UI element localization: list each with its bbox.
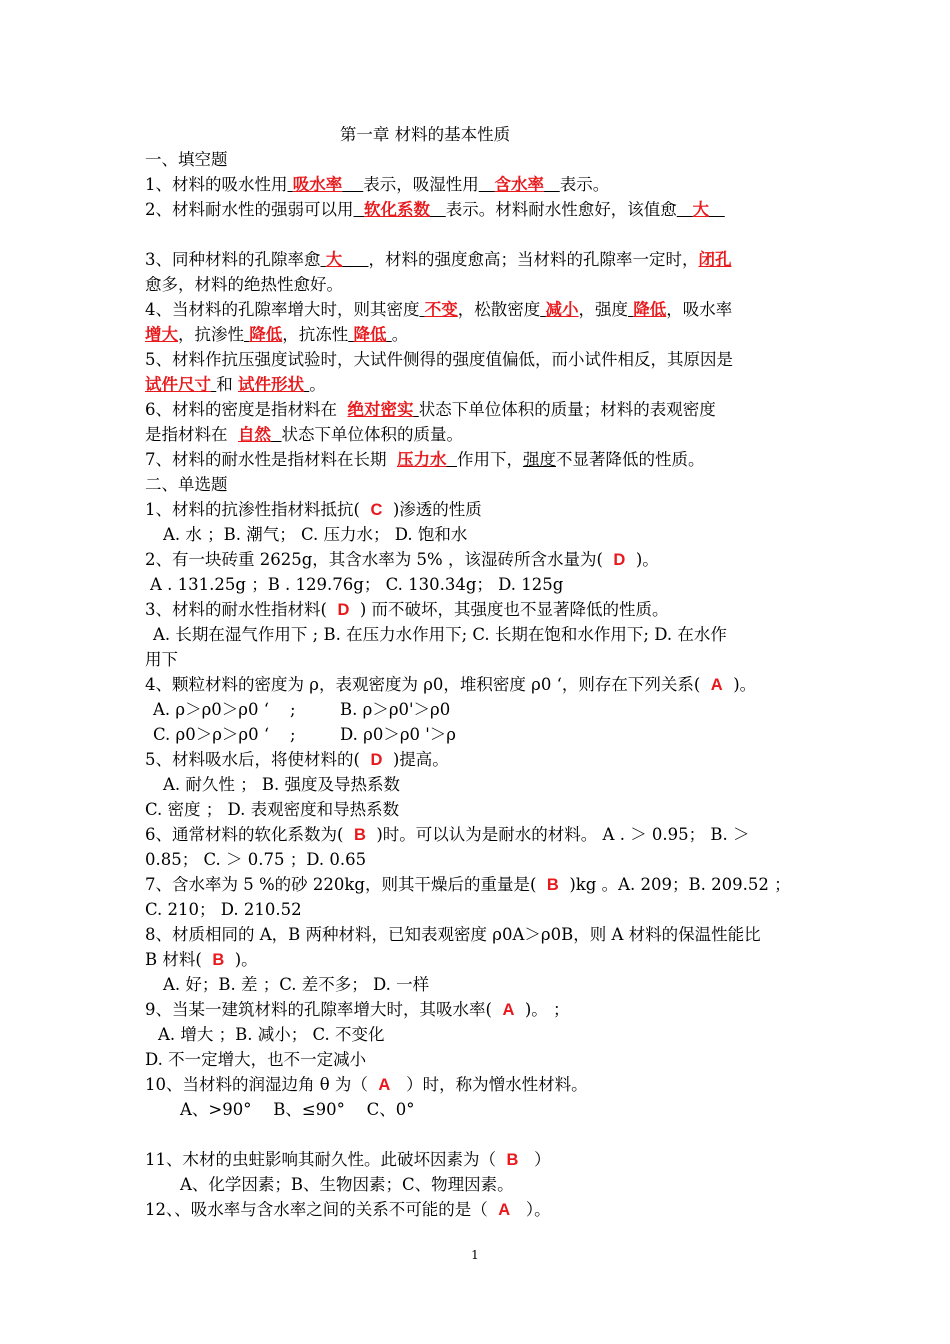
fill-q6-cont bbox=[145, 423, 463, 447]
choice-answer: D bbox=[370, 751, 383, 769]
single-q9 bbox=[145, 998, 570, 1022]
fill-q5: 5、材料作抗压强度试验时，大试件侧得的强度值偏低，而小试件相反，其原因是 bbox=[145, 350, 733, 369]
text: ，吸水率 bbox=[666, 300, 733, 319]
space bbox=[514, 1000, 525, 1019]
blank bbox=[271, 425, 282, 444]
text: 2、有一块砖重 2625g，其含水率为 5% ，该湿砖所含水量为( bbox=[145, 550, 603, 569]
answer: 大 bbox=[692, 200, 709, 219]
space bbox=[510, 1200, 526, 1219]
text: )时。可以认为是耐水的材料。 A . ＞ 0.95； B. ＞ bbox=[376, 825, 750, 844]
single-q6-options-cont: 0.85； C. ＞ 0.75 ；D. 0.65 bbox=[145, 850, 367, 869]
space bbox=[625, 550, 636, 569]
choice-answer: B bbox=[506, 1151, 519, 1169]
single-q9-options-cont: D. 不一定增大，也不一定减小 bbox=[145, 1050, 367, 1069]
single-q8-cont bbox=[145, 948, 258, 972]
choice-answer: A bbox=[378, 1076, 391, 1094]
text: 6、通常材料的软化系数为( bbox=[145, 825, 344, 844]
single-q5-options: A. 耐久性 ； B. 强度及导热系数 bbox=[163, 775, 401, 794]
single-q5-options-cont: C. 密度 ； D. 表观密度和导热系数 bbox=[145, 800, 400, 819]
blank bbox=[447, 450, 458, 469]
answer: 降低 bbox=[249, 325, 283, 344]
fill-q4 bbox=[145, 298, 732, 322]
single-q9-options: A. 增大 ；B. 减小； C. 不变化 bbox=[158, 1025, 385, 1044]
fill-q7 bbox=[145, 448, 705, 472]
space bbox=[488, 1200, 499, 1219]
text: ，松散密度 bbox=[457, 300, 541, 319]
text: 2、材料耐水性的强弱可以用 bbox=[145, 200, 354, 219]
fill-q3-cont: 愈多，材料的绝热性愈好。 bbox=[145, 275, 343, 294]
text: 状态下单位体积的质量。 bbox=[281, 425, 463, 444]
single-q6 bbox=[145, 823, 750, 847]
text: ，抗渗性 bbox=[178, 325, 244, 344]
space bbox=[536, 875, 547, 894]
space bbox=[382, 750, 393, 769]
space bbox=[518, 1150, 534, 1169]
blank bbox=[354, 200, 365, 219]
single-q7-options-cont: C. 210； D. 210.52 bbox=[145, 900, 302, 919]
single-q10 bbox=[145, 1073, 588, 1097]
section-single-heading: 二、单选题 bbox=[145, 475, 228, 494]
answer: 自然 bbox=[238, 425, 271, 444]
space bbox=[349, 600, 360, 619]
single-q4 bbox=[145, 673, 756, 697]
text: 是指材料在 bbox=[145, 425, 228, 444]
space bbox=[327, 600, 338, 619]
blank bbox=[479, 175, 495, 194]
single-q5 bbox=[145, 748, 449, 772]
space bbox=[360, 750, 371, 769]
space bbox=[366, 825, 377, 844]
blank bbox=[709, 200, 725, 219]
text: 7、材料的耐水性是指材料在长期 bbox=[145, 450, 387, 469]
fill-q4-cont bbox=[145, 323, 408, 347]
answer: 绝对密实 bbox=[347, 400, 414, 419]
space bbox=[343, 825, 354, 844]
text: 。 bbox=[309, 375, 326, 394]
text bbox=[228, 425, 239, 444]
single-q4-option-b: B. ρ＞ρ0'＞ρ0 bbox=[340, 700, 451, 719]
answer: 软化系数 bbox=[364, 200, 430, 219]
space bbox=[360, 500, 371, 519]
space bbox=[382, 500, 393, 519]
single-q4-option-d: D. ρ0＞ρ0 '＞ρ bbox=[340, 725, 457, 744]
text: 11、木材的虫蛀影响其耐久性。此破坏因素为（ bbox=[145, 1150, 496, 1169]
page-number: 1 bbox=[471, 1248, 479, 1262]
space bbox=[723, 675, 734, 694]
choice-answer: D bbox=[337, 601, 350, 619]
blank bbox=[342, 175, 363, 194]
text: )。 bbox=[635, 550, 659, 569]
answer: 不变 bbox=[424, 300, 458, 319]
text: 1、材料的抗渗性指材料抵抗( bbox=[145, 500, 360, 519]
answer: 压力水 bbox=[397, 450, 447, 469]
text: 作用下， bbox=[457, 450, 523, 469]
single-q11-options: A、化学因素；B、生物因素；C、物理因素。 bbox=[180, 1175, 514, 1194]
space bbox=[390, 1075, 406, 1094]
choice-answer: A bbox=[710, 676, 723, 694]
text: 12、、吸水率与含水率之间的关系不可能的是（ bbox=[145, 1200, 488, 1219]
space bbox=[202, 950, 213, 969]
space bbox=[559, 875, 570, 894]
single-q3-options-cont: 用下 bbox=[145, 650, 178, 669]
text: 表示，吸湿性用 bbox=[363, 175, 479, 194]
single-q4-option-c: C. ρ0＞ρ＞ρ0 ‘ bbox=[153, 725, 270, 744]
text: )。 bbox=[234, 950, 258, 969]
single-q3 bbox=[145, 598, 669, 622]
single-q2-options: A . 131.25g ；B . 129.76g； C. 130.34g； D. 125g bbox=[150, 575, 564, 594]
text: 3、同种材料的孔隙率愈 bbox=[145, 250, 321, 269]
fill-q2 bbox=[145, 198, 725, 222]
space bbox=[368, 1075, 379, 1094]
answer: 增大 bbox=[145, 325, 178, 344]
blank bbox=[544, 175, 560, 194]
answer: 吸水率 bbox=[292, 175, 343, 194]
text: )提高。 bbox=[392, 750, 449, 769]
choice-answer: A bbox=[498, 1201, 511, 1219]
single-q2 bbox=[145, 548, 659, 572]
text: B 材料( bbox=[145, 950, 202, 969]
single-q3-options: A. 长期在湿气作用下 ; B. 在压力水作用下; C. 长期在饱和水作用下; D. 在水作 bbox=[153, 625, 727, 644]
choice-answer: B bbox=[353, 826, 366, 844]
answer: 试件形状 bbox=[238, 375, 304, 394]
answer: 大 bbox=[325, 250, 343, 269]
text: 4、颗粒材料的密度为 ρ，表观密度为 ρ0，堆积密度 ρ0 ‘，则存在下列关系( bbox=[145, 675, 701, 694]
answer: 降低 bbox=[353, 325, 387, 344]
choice-answer: B bbox=[212, 951, 225, 969]
single-q12 bbox=[145, 1198, 551, 1222]
single-q8-options: A. 好；B. 差 ；C. 差不多； D. 一样 bbox=[163, 975, 430, 994]
single-q4-sep: ; bbox=[290, 700, 296, 719]
text: )kg 。A. 209；B. 209.52 ； bbox=[569, 875, 791, 894]
blank bbox=[677, 200, 693, 219]
fill-q3 bbox=[145, 248, 731, 272]
fill-q1 bbox=[145, 173, 609, 197]
text: ，材料的强度愈高；当材料的孔隙率一定时， bbox=[368, 250, 699, 269]
text: 10、当材料的润湿边角 θ 为（ bbox=[145, 1075, 368, 1094]
space bbox=[700, 675, 711, 694]
answer: 闭孔 bbox=[698, 250, 732, 269]
fill-q6 bbox=[145, 398, 716, 422]
single-q4-option-a: A. ρ＞ρ0＞ρ0 ‘ bbox=[153, 700, 269, 719]
text: 4、当材料的孔隙率增大时，则其密度 bbox=[145, 300, 420, 319]
text: ）。 bbox=[525, 1200, 551, 1219]
text: 和 bbox=[216, 375, 233, 394]
underlined-term: 强度 bbox=[523, 450, 556, 469]
text: 不显著降低的性质。 bbox=[556, 450, 705, 469]
text: 1、材料的吸水性用 bbox=[145, 175, 288, 194]
choice-answer: B bbox=[546, 876, 559, 894]
text bbox=[337, 400, 348, 419]
single-q10-options: A、>90° B、≤90° C、0° bbox=[180, 1100, 415, 1119]
section-fill-heading: 一、填空题 bbox=[145, 150, 228, 169]
text: ）时，称为憎水性材料。 bbox=[406, 1075, 588, 1094]
text: ，抗冻性 bbox=[282, 325, 349, 344]
choice-answer: D bbox=[613, 551, 626, 569]
blank bbox=[342, 250, 368, 269]
text: )渗透的性质 bbox=[392, 500, 482, 519]
text: 7、含水率为 5 %的砂 220kg，则其干燥后的重量是( bbox=[145, 875, 537, 894]
space bbox=[492, 1000, 503, 1019]
space bbox=[603, 550, 614, 569]
fill-q5-cont bbox=[145, 373, 326, 397]
text: 5、材料吸水后，将使材料的( bbox=[145, 750, 360, 769]
text: ，强度 bbox=[578, 300, 628, 319]
text: 表示。 bbox=[559, 175, 610, 194]
text: 。 bbox=[391, 325, 409, 344]
chapter-title: 第一章 材料的基本性质 bbox=[339, 125, 511, 144]
space bbox=[224, 950, 235, 969]
single-q7 bbox=[145, 873, 791, 897]
text: ) 而不破坏，其强度也不显著降低的性质。 bbox=[359, 600, 669, 619]
single-q1-options: A. 水 ；B. 潮气； C. 压力水； D. 饱和水 bbox=[163, 525, 468, 544]
choice-answer: A bbox=[502, 1001, 515, 1019]
choice-answer: C bbox=[370, 501, 383, 519]
text: 6、材料的密度是指材料在 bbox=[145, 400, 337, 419]
text: 3、材料的耐水性指材料( bbox=[145, 600, 327, 619]
text: 表示。材料耐水性愈好，该值愈 bbox=[445, 200, 677, 219]
space bbox=[496, 1150, 507, 1169]
text bbox=[387, 450, 398, 469]
answer: 减小 bbox=[545, 300, 579, 319]
blank bbox=[430, 200, 446, 219]
single-q4-sep: ; bbox=[290, 725, 296, 744]
text: )。 bbox=[733, 675, 757, 694]
answer: 降低 bbox=[633, 300, 667, 319]
single-q11 bbox=[145, 1148, 551, 1172]
text: ） bbox=[534, 1150, 551, 1169]
text: 9、当某一建筑材料的孔隙率增大时，其吸水率( bbox=[145, 1000, 492, 1019]
text: 状态下单位体积的质量；材料的表观密度 bbox=[418, 400, 716, 419]
answer: 试件尺寸 bbox=[145, 375, 211, 394]
answer: 含水率 bbox=[494, 175, 544, 194]
text: )。 ； bbox=[524, 1000, 570, 1019]
single-q8: 8、材质相同的 A，B 两种材料，已知表观密度 ρ0A＞ρ0B，则 A 材料的保温性能比 bbox=[145, 925, 761, 944]
single-q1 bbox=[145, 498, 482, 522]
